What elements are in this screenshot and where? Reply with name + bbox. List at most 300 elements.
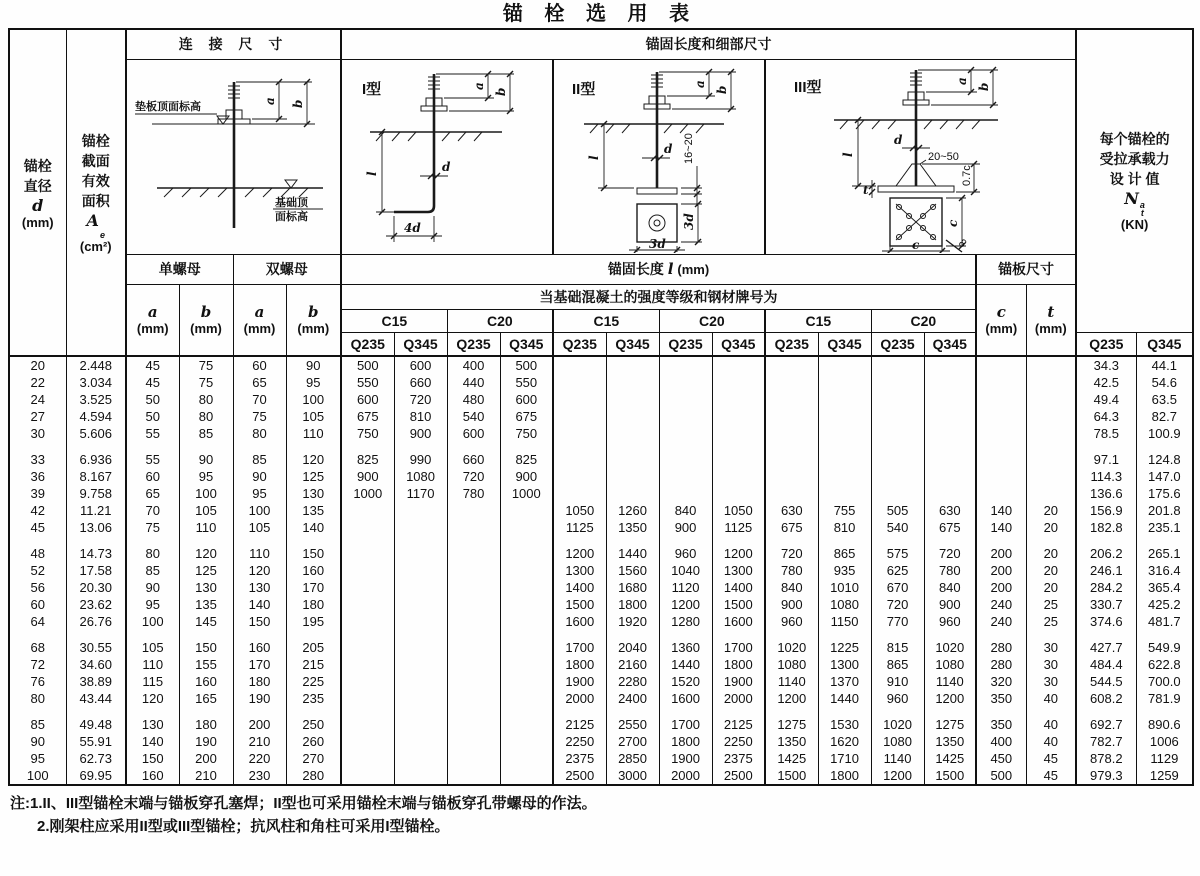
cell-d60-col11: 1800 [606,596,659,613]
cell-d72-col14: 1080 [765,656,818,673]
cell-d22-col11 [606,374,659,391]
cell-d45-col20: 182.8 [1076,519,1136,536]
cell-d90-col6 [341,733,394,750]
type2-diagram [554,60,763,253]
header-ae-line3: 有效 [81,173,110,189]
cell-d72-col10: 1800 [553,656,606,673]
cell-d90-col18: 400 [976,733,1026,750]
cell-d45-col3: 110 [179,519,233,536]
cell-d42-col18: 140 [976,502,1026,519]
capacity-line2: 受拉承载力 [1099,151,1170,168]
cell-d56-col11: 1680 [606,579,659,596]
cell-d20-col21: 44.1 [1136,356,1193,374]
svg-text:8: 8 [956,236,969,250]
cell-d24-col5: 100 [286,391,341,408]
header-ae-line2: 截面 [81,153,110,169]
cell-d20-col15 [818,356,871,374]
gap-cell [1026,630,1076,639]
gap-cell [1026,707,1076,716]
cell-d45-col10: 1125 [553,519,606,536]
cell-d64-col2: 100 [126,613,179,630]
gap-cell [66,536,126,545]
cell-d33-col2: 55 [126,451,179,468]
bolt [218,82,250,228]
cell-d80-col13: 2000 [712,690,765,707]
cell-d24-col15 [818,391,871,408]
cell-d76-col11: 2280 [606,673,659,690]
cell-d100-col16: 1200 [871,767,924,785]
cell-d36-col6: 900 [341,468,394,485]
cell-d36-col14 [765,468,818,485]
cell-d30-col5: 110 [286,425,341,442]
gap-cell [924,442,976,451]
cell-d85-col10: 2125 [553,716,606,733]
cell-d36-col4: 90 [233,468,286,485]
table-row [9,579,1193,596]
cell-d100-col10: 2500 [553,767,606,785]
cell-d64-col3: 145 [179,613,233,630]
gap-cell [924,536,976,545]
cell-d56-col1: 20.30 [66,579,126,596]
group-gap-row [9,442,1193,451]
svg-text:4d: 4d [404,220,421,235]
svg-text:a: a [955,76,970,85]
cell-d27-col15 [818,408,871,425]
cell-d27-col20: 64.3 [1076,408,1136,425]
cell-d27-col11 [606,408,659,425]
cell-d80-col2: 120 [126,690,179,707]
gap-cell [712,536,765,545]
svg-text:d: d [664,141,673,156]
table-row [9,750,1193,767]
cell-d52-col6 [341,562,394,579]
header-d-symbol: d [32,195,44,215]
cell-d100-col20: 979.3 [1076,767,1136,785]
cell-d64-col18: 240 [976,613,1026,630]
cell-d72-col3: 155 [179,656,233,673]
cell-d27-col6: 675 [341,408,394,425]
cell-d90-col5: 260 [286,733,341,750]
cell-d95-col14: 1425 [765,750,818,767]
cell-d24-col17 [924,391,976,408]
cell-d30-col8: 600 [447,425,500,442]
cell-d85-col18: 350 [976,716,1026,733]
cell-d27-col18 [976,408,1026,425]
cell-d33-col0: 33 [9,451,66,468]
cell-d76-col10: 1900 [553,673,606,690]
gap-cell [871,630,924,639]
type2-label: II型 [572,80,596,98]
svg-text:20~50: 20~50 [928,150,959,163]
cell-d22-col15 [818,374,871,391]
cell-d33-col14 [765,451,818,468]
cell-d68-col21: 549.9 [1136,639,1193,656]
cell-d30-col9: 750 [500,425,553,442]
cell-d76-col1: 38.89 [66,673,126,690]
cell-d36-col10 [553,468,606,485]
cell-d36-col20: 114.3 [1076,468,1136,485]
cell-d68-col16: 815 [871,639,924,656]
cell-d76-col7 [394,673,447,690]
gap-cell [9,536,66,545]
cell-d39-col21: 175.6 [1136,485,1193,502]
cell-d52-col15: 935 [818,562,871,579]
cell-d64-col9 [500,613,553,630]
gap-cell [553,707,606,716]
gap-cell [500,442,553,451]
gap-cell [9,630,66,639]
cell-d42-col15: 755 [818,502,871,519]
header-q345: Q345 [818,332,871,356]
cell-d76-col18: 320 [976,673,1026,690]
cell-d39-col14 [765,485,818,502]
svg-text:0.7c: 0.7c [961,164,974,186]
cell-d27-col2: 50 [126,408,179,425]
cell-d72-col12: 1440 [659,656,712,673]
bolt [637,72,677,194]
cell-d95-col12: 1900 [659,750,712,767]
cell-d42-col14: 630 [765,502,818,519]
cell-d90-col10: 2250 [553,733,606,750]
gap-cell [394,536,447,545]
cell-d20-col2: 45 [126,356,179,374]
cell-d56-col4: 130 [233,579,286,596]
cell-d39-col4: 95 [233,485,286,502]
cell-d95-col6 [341,750,394,767]
cell-d52-col8 [447,562,500,579]
header-capacity-q235: Q235 [1076,332,1136,356]
cell-d52-col4: 120 [233,562,286,579]
cell-d56-col21: 365.4 [1136,579,1193,596]
cell-d60-col18: 240 [976,596,1026,613]
cell-d42-col17: 630 [924,502,976,519]
cell-d30-col11 [606,425,659,442]
cell-d45-col18: 140 [976,519,1026,536]
gap-cell [179,442,233,451]
cell-d22-col20: 42.5 [1076,374,1136,391]
cell-d45-col21: 235.1 [1136,519,1193,536]
cell-d48-col20: 206.2 [1076,545,1136,562]
cell-d20-col8: 400 [447,356,500,374]
cell-d27-col13 [712,408,765,425]
cell-d30-col4: 80 [233,425,286,442]
gap-cell [447,536,500,545]
cell-d95-col10: 2375 [553,750,606,767]
gap-cell [9,707,66,716]
cell-d24-col11 [606,391,659,408]
cell-d76-col21: 700.0 [1136,673,1193,690]
cell-d36-col13 [712,468,765,485]
dimension-l [365,129,394,215]
header-ae-symbol: A e [86,211,105,240]
cell-d45-col13: 1125 [712,519,765,536]
dimension-4d [386,216,442,242]
cell-d76-col3: 160 [179,673,233,690]
gap-cell [1136,630,1193,639]
cell-d90-col14: 1350 [765,733,818,750]
dimension-t [863,180,875,198]
header-ae-line1: 锚栓 [81,133,110,149]
table-row [9,562,1193,579]
cell-d90-col3: 190 [179,733,233,750]
header-condition: 当基础混凝土的强度等级和钢材牌号为 [341,284,976,309]
gap-cell [341,707,394,716]
cell-d24-col6: 600 [341,391,394,408]
cell-d42-col12: 840 [659,502,712,519]
cell-d68-col13: 1700 [712,639,765,656]
cell-d39-col3: 100 [179,485,233,502]
cell-d76-col2: 115 [126,673,179,690]
svg-text:d: d [894,132,903,147]
cell-d72-col9 [500,656,553,673]
anchor-bolt-table [8,28,1194,786]
cell-d39-col0: 39 [9,485,66,502]
cell-d24-col16 [871,391,924,408]
cell-d60-col9 [500,596,553,613]
cell-d20-col7: 600 [394,356,447,374]
gap-cell [765,707,818,716]
cell-d90-col12: 1800 [659,733,712,750]
header-anchor-length: 锚固长度 l (mm) [341,254,976,284]
cell-d95-col16: 1140 [871,750,924,767]
group-gap-row [9,630,1193,639]
cell-d22-col2: 45 [126,374,179,391]
svg-text:b: b [494,87,509,96]
gap-cell [606,536,659,545]
header-c: c (mm) [976,284,1026,356]
cell-d48-col11: 1440 [606,545,659,562]
header-c20: C20 [447,309,553,332]
header-q235: Q235 [765,332,818,356]
cell-d20-col19 [1026,356,1076,374]
connection-diagram [127,60,340,253]
cell-d30-col13 [712,425,765,442]
type3-diagram-cell [765,59,1076,254]
cell-d22-col19 [1026,374,1076,391]
ground-hatch [370,132,502,141]
cell-d80-col7 [394,690,447,707]
cell-d52-col2: 85 [126,562,179,579]
cell-d85-col12: 1700 [659,716,712,733]
cell-d20-col10 [553,356,606,374]
elevation-marker-icon [285,180,297,188]
cell-d85-col20: 692.7 [1076,716,1136,733]
gap-cell [976,536,1026,545]
cell-d39-col8: 780 [447,485,500,502]
gap-cell [606,442,659,451]
header-q235: Q235 [871,332,924,356]
cell-d48-col21: 265.1 [1136,545,1193,562]
cell-d72-col2: 110 [126,656,179,673]
cell-d68-col17: 1020 [924,639,976,656]
cell-d95-col5: 270 [286,750,341,767]
header-ae-unit: (cm²) [79,239,112,254]
gap-cell [818,442,871,451]
cell-d24-col9: 600 [500,391,553,408]
cell-d42-col11: 1260 [606,502,659,519]
cell-d85-col7 [394,716,447,733]
cell-d30-col6: 750 [341,425,394,442]
cell-d85-col3: 180 [179,716,233,733]
cell-d100-col21: 1259 [1136,767,1193,785]
gap-cell [341,536,394,545]
cell-d100-col3: 210 [179,767,233,785]
cell-d20-col18 [976,356,1026,374]
cell-d72-col19: 30 [1026,656,1076,673]
cell-d36-col19 [1026,468,1076,485]
cell-d90-col15: 1620 [818,733,871,750]
cell-d100-col12: 2000 [659,767,712,785]
gap-cell [394,630,447,639]
cell-d48-col8 [447,545,500,562]
cell-d72-col0: 72 [9,656,66,673]
gap-cell [976,630,1026,639]
table-row [9,468,1193,485]
cell-d22-col9: 550 [500,374,553,391]
table-row [9,374,1193,391]
cell-d90-col19: 40 [1026,733,1076,750]
gap-cell [179,536,233,545]
cell-d100-col9 [500,767,553,785]
svg-text:b: b [291,99,305,108]
cell-d64-col14: 960 [765,613,818,630]
dimension-d [420,160,451,179]
cell-d33-col9: 825 [500,451,553,468]
cell-d60-col0: 60 [9,596,66,613]
cell-d60-col14: 900 [765,596,818,613]
cell-d33-col19 [1026,451,1076,468]
gap-cell [659,630,712,639]
header-capacity-q345: Q345 [1136,332,1193,356]
cell-d90-col11: 2700 [606,733,659,750]
cell-d76-col13: 1900 [712,673,765,690]
cell-d90-col8 [447,733,500,750]
gap-cell [553,442,606,451]
gap-cell [871,442,924,451]
cell-d60-col6 [341,596,394,613]
dimension-plate-thickness [681,133,702,206]
cell-d95-col3: 200 [179,750,233,767]
cell-d20-col20: 34.3 [1076,356,1136,374]
cell-d52-col13: 1300 [712,562,765,579]
cell-d80-col0: 80 [9,690,66,707]
cell-d80-col16: 960 [871,690,924,707]
cell-d60-col21: 425.2 [1136,596,1193,613]
gap-cell [818,536,871,545]
cell-d52-col17: 780 [924,562,976,579]
cell-d100-col1: 69.95 [66,767,126,785]
cell-d24-col19 [1026,391,1076,408]
cell-d33-col21: 124.8 [1136,451,1193,468]
cell-d95-col11: 2850 [606,750,659,767]
cell-d95-col2: 150 [126,750,179,767]
cell-d22-col18 [976,374,1026,391]
cell-d68-col0: 68 [9,639,66,656]
cell-d68-col3: 150 [179,639,233,656]
cell-d36-col0: 36 [9,468,66,485]
cell-d56-col2: 90 [126,579,179,596]
gap-cell [1136,707,1193,716]
cell-d36-col12 [659,468,712,485]
cell-d48-col3: 120 [179,545,233,562]
dimension-b [252,79,315,127]
gap-cell [500,536,553,545]
cell-d48-col5: 150 [286,545,341,562]
cell-d22-col0: 22 [9,374,66,391]
dimension-d [894,133,930,151]
cell-d60-col17: 900 [924,596,976,613]
cell-d45-col5: 140 [286,519,341,536]
cell-d52-col16: 625 [871,562,924,579]
gap-cell [126,536,179,545]
cell-d100-col6 [341,767,394,785]
cell-d85-col2: 130 [126,716,179,733]
cell-d20-col5: 90 [286,356,341,374]
cell-d64-col17: 960 [924,613,976,630]
svg-text:l: l [587,154,602,160]
svg-text:a: a [263,96,277,105]
cell-d56-col15: 1010 [818,579,871,596]
cell-d76-col16: 910 [871,673,924,690]
header-b2: b (mm) [286,284,341,356]
cell-d60-col19: 25 [1026,596,1076,613]
table-row [9,716,1193,733]
gap-cell [1026,536,1076,545]
cell-d39-col7: 1170 [394,485,447,502]
gap-cell [341,442,394,451]
cell-d22-col13 [712,374,765,391]
cell-d100-col5: 280 [286,767,341,785]
cell-d80-col8 [447,690,500,707]
cell-d68-col6 [341,639,394,656]
cell-d56-col3: 130 [179,579,233,596]
cell-d90-col16: 1080 [871,733,924,750]
header-plate-size: 锚板尺寸 [976,254,1076,284]
cell-d76-col4: 180 [233,673,286,690]
cell-d72-col6 [341,656,394,673]
dimension-b [931,67,998,108]
cell-d39-col13 [712,485,765,502]
cell-d72-col21: 622.8 [1136,656,1193,673]
cell-d100-col15: 1800 [818,767,871,785]
cell-d20-col4: 60 [233,356,286,374]
cell-d80-col4: 190 [233,690,286,707]
cell-d39-col16 [871,485,924,502]
cell-d60-col3: 135 [179,596,233,613]
cell-d60-col16: 720 [871,596,924,613]
header-q345: Q345 [924,332,976,356]
cell-d56-col20: 284.2 [1076,579,1136,596]
gap-cell [818,707,871,716]
header-q345: Q345 [712,332,765,356]
gap-cell [924,707,976,716]
cell-d22-col5: 95 [286,374,341,391]
cell-d42-col6 [341,502,394,519]
cell-d76-col9 [500,673,553,690]
table-row [9,485,1193,502]
table-row [9,656,1193,673]
cell-d80-col17: 1200 [924,690,976,707]
cell-d52-col9 [500,562,553,579]
cell-d45-col4: 105 [233,519,286,536]
cell-d68-col9 [500,639,553,656]
cell-d56-col12: 1120 [659,579,712,596]
cell-d33-col16 [871,451,924,468]
header-t: t (mm) [1026,284,1076,356]
cell-d20-col11 [606,356,659,374]
cell-d30-col14 [765,425,818,442]
cell-d20-col13 [712,356,765,374]
